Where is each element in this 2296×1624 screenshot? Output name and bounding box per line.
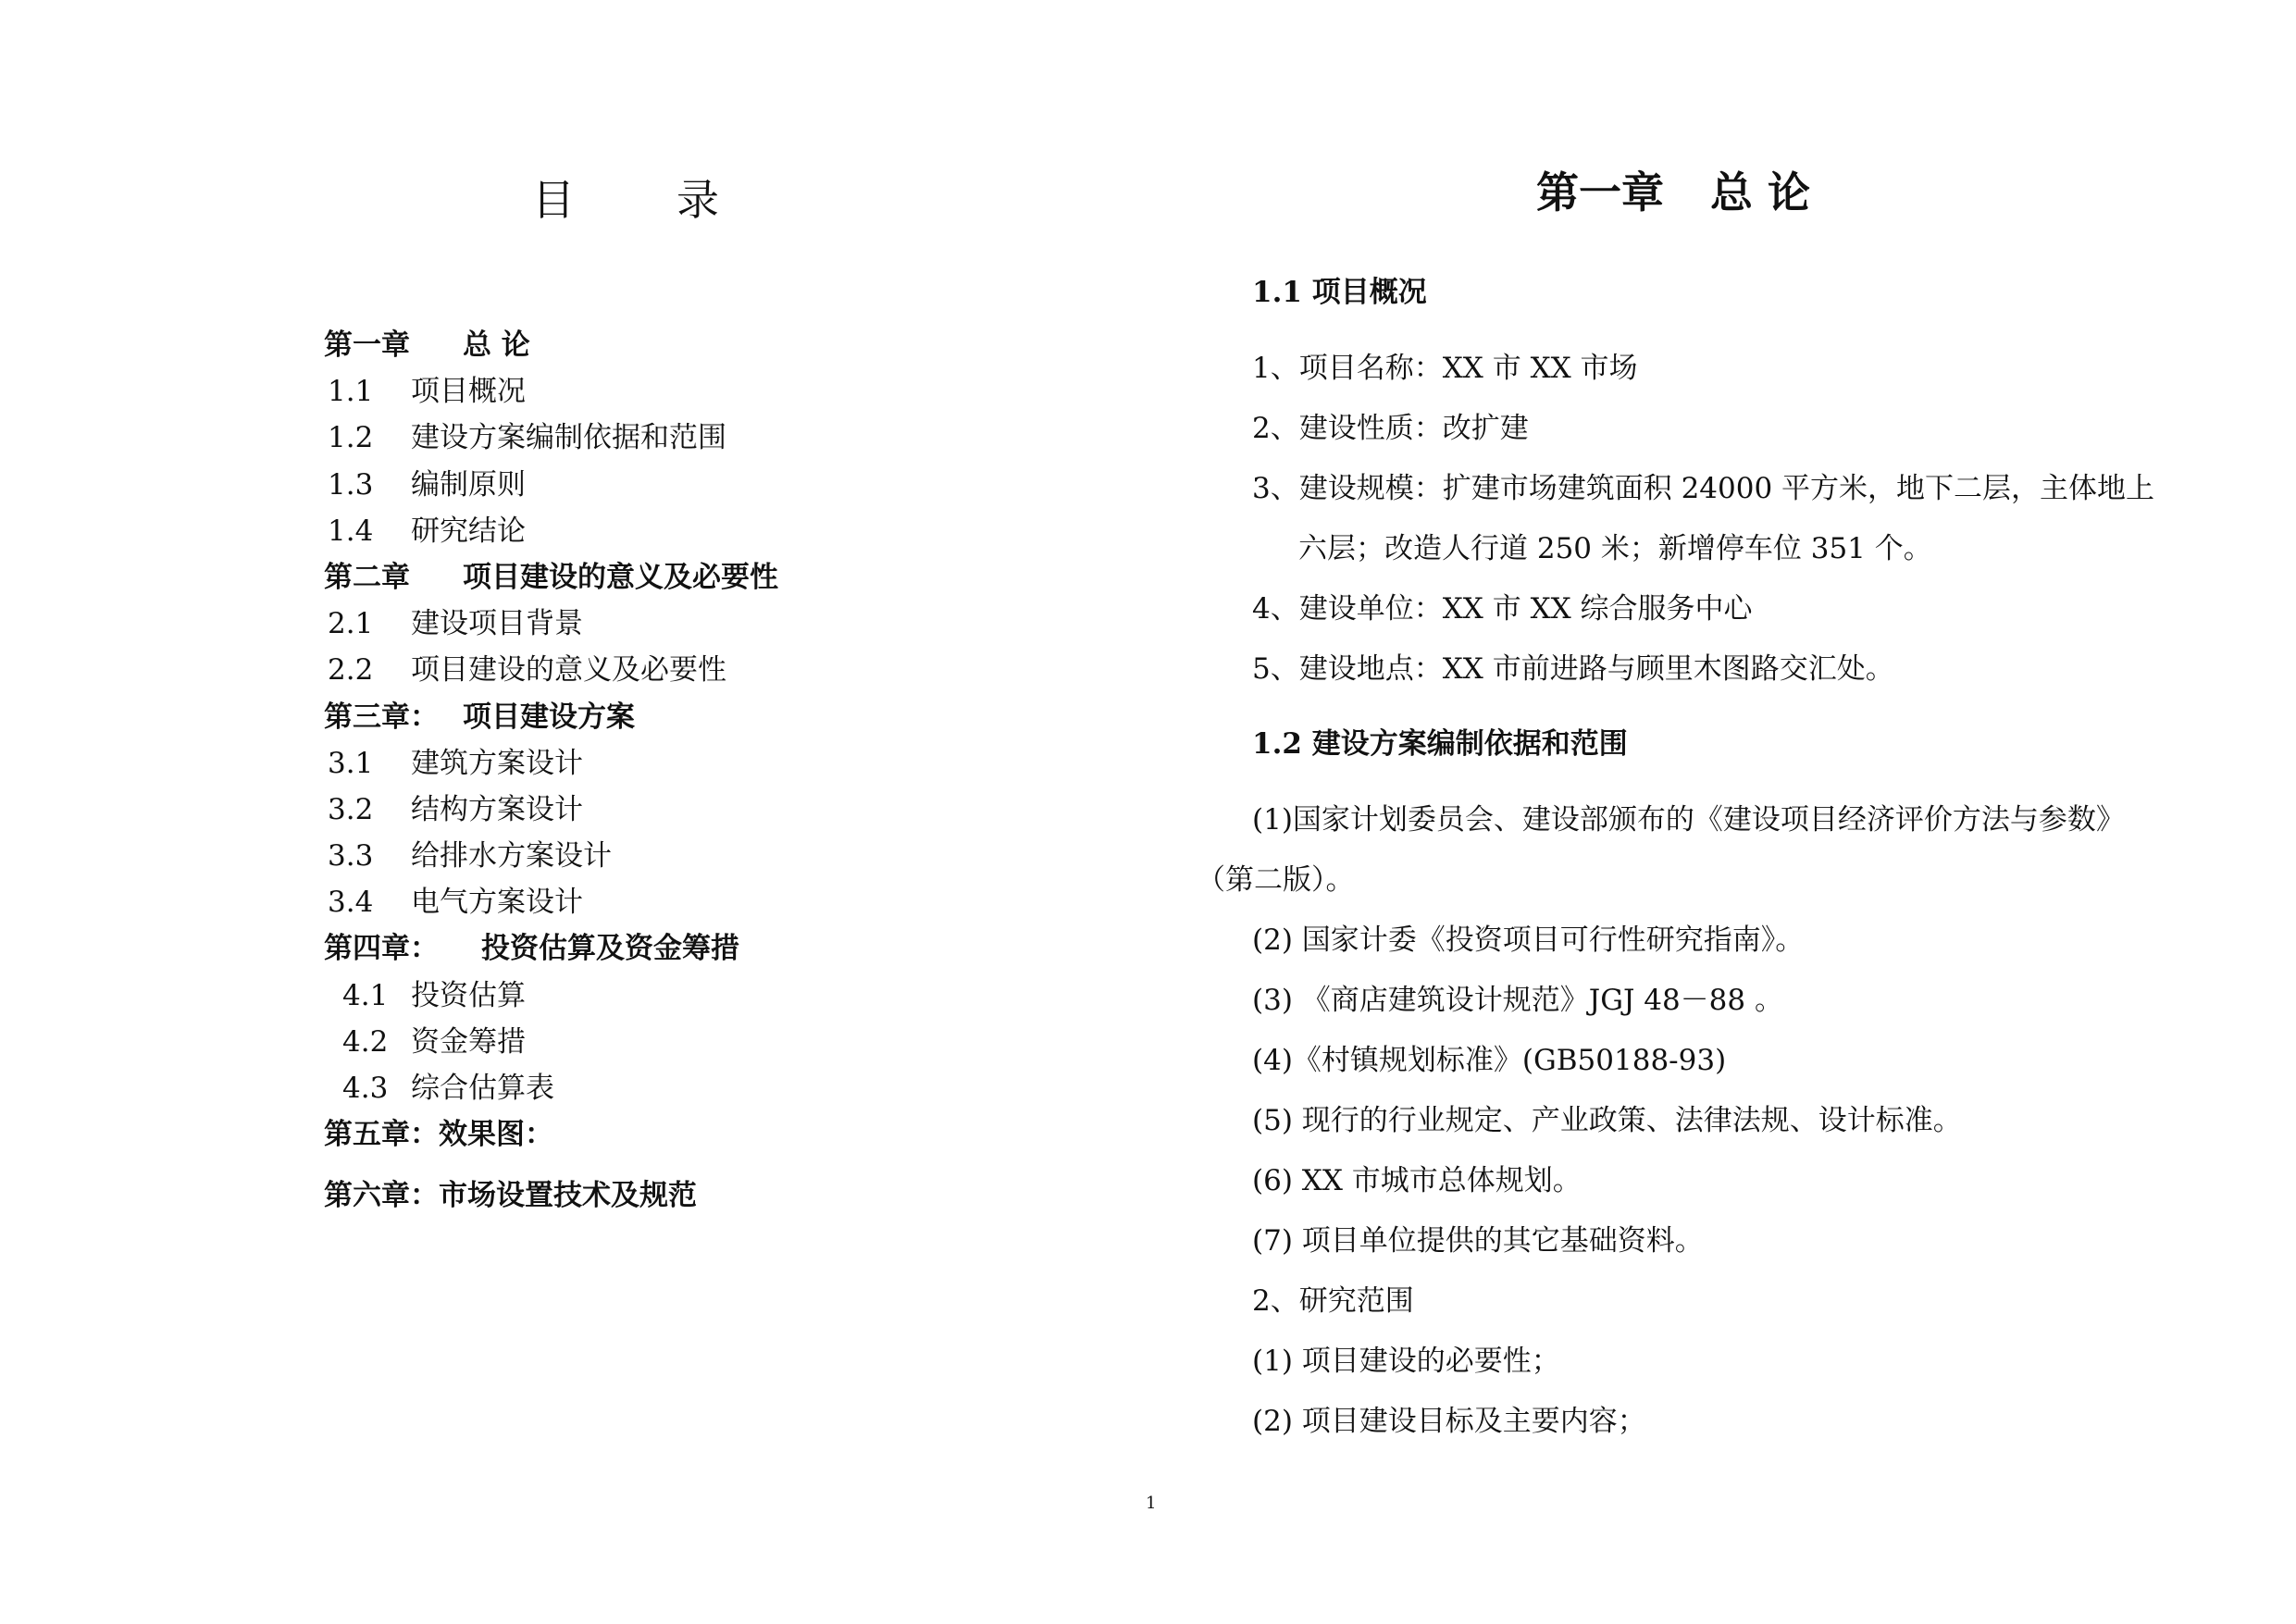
toc-chapter-4[interactable]: 第四章： 投资估算及资金筹措 [324,932,739,966]
toc-section-1-4[interactable]: 1.4 研究结论 [328,514,526,548]
basis-item-7: (7) 项目单位提供的其它基础资料。 [1252,1224,1704,1258]
toc-section-3-3[interactable]: 3.3 给排水方案设计 [328,839,612,874]
toc-chapter-2[interactable]: 第二章 项目建设的意义及必要性 [324,560,778,594]
toc-section-3-4[interactable]: 3.4 电气方案设计 [328,886,583,920]
basis-item-1-cont: （第二版）。 [1197,863,1355,897]
project-nature-line: 2、建设性质：改扩建 [1252,412,1529,445]
research-scope-heading: 2、研究范围 [1252,1284,1414,1318]
toc-section-1-2[interactable]: 1.2 建设方案编制依据和范围 [328,421,726,455]
basis-item-1: (1)国家计划委员会、建设部颁布的《建设项目经济评价方法与参数》 [1252,803,2125,837]
toc-section-3-1[interactable]: 3.1 建筑方案设计 [328,746,583,780]
project-scale-line: 3、建设规模：扩建市场建筑面积 24000 平方米，地下二层，主体地上 [1252,472,2155,505]
toc-section-1-3[interactable]: 1.3 编制原则 [328,467,526,502]
toc-section-2-1[interactable]: 2.1 建设项目背景 [328,607,583,641]
toc-section-4-1[interactable]: 4.1 投资估算 [342,978,526,1012]
basis-item-5: (5) 现行的行业规定、产业政策、法律法规、设计标准。 [1252,1104,1962,1137]
project-name-line: 1、项目名称：XX 市 XX 市场 [1252,352,1638,385]
page-number: 1 [1146,1494,1157,1513]
toc-title: 目录 [532,175,821,225]
basis-item-3: (3) 《商店建筑设计规范》JGJ 48－88 。 [1252,984,1783,1017]
toc-section-4-3[interactable]: 4.3 综合估算表 [342,1072,554,1105]
project-location-line: 5、建设地点：XX 市前进路与顾里木图路交汇处。 [1252,652,1894,686]
toc-section-2-2[interactable]: 2.2 项目建设的意义及必要性 [328,653,726,688]
toc-section-1-1[interactable]: 1.1 项目概况 [328,375,526,409]
toc-chapter-5[interactable]: 第五章：效果图： [324,1118,553,1152]
basis-item-4: (4)《村镇规划标准》(GB50188-93) [1252,1044,1727,1077]
section-heading-1-1: 1.1 项目概况 [1252,276,1427,309]
project-scale-line-cont: 六层；改造人行道 250 米；新增停车位 351 个。 [1298,532,1932,565]
chapter-title: 第一章 总 论 [1536,167,1811,217]
table-of-contents [324,322,1157,1220]
toc-chapter-1[interactable]: 第一章 总 论 [324,329,530,362]
toc-chapter-6[interactable]: 第六章：市场设置技术及规范 [324,1179,697,1213]
basis-item-6: (6) XX 市城市总体规划。 [1252,1164,1582,1197]
scope-item-1: (1) 项目建设的必要性； [1252,1345,1560,1378]
toc-section-4-2[interactable]: 4.2 资金筹措 [342,1024,526,1059]
toc-section-3-2[interactable]: 3.2 结构方案设计 [328,792,583,826]
scope-item-2: (2) 项目建设目标及主要内容； [1252,1405,1646,1438]
basis-item-2: (2) 国家计委《投资项目可行性研究指南》。 [1252,924,1805,957]
section-heading-1-2: 1.2 建设方案编制依据和范围 [1252,727,1628,761]
project-unit-line: 4、建设单位：XX 市 XX 综合服务中心 [1252,592,1753,626]
toc-chapter-3[interactable]: 第三章： 项目建设方案 [324,700,635,734]
